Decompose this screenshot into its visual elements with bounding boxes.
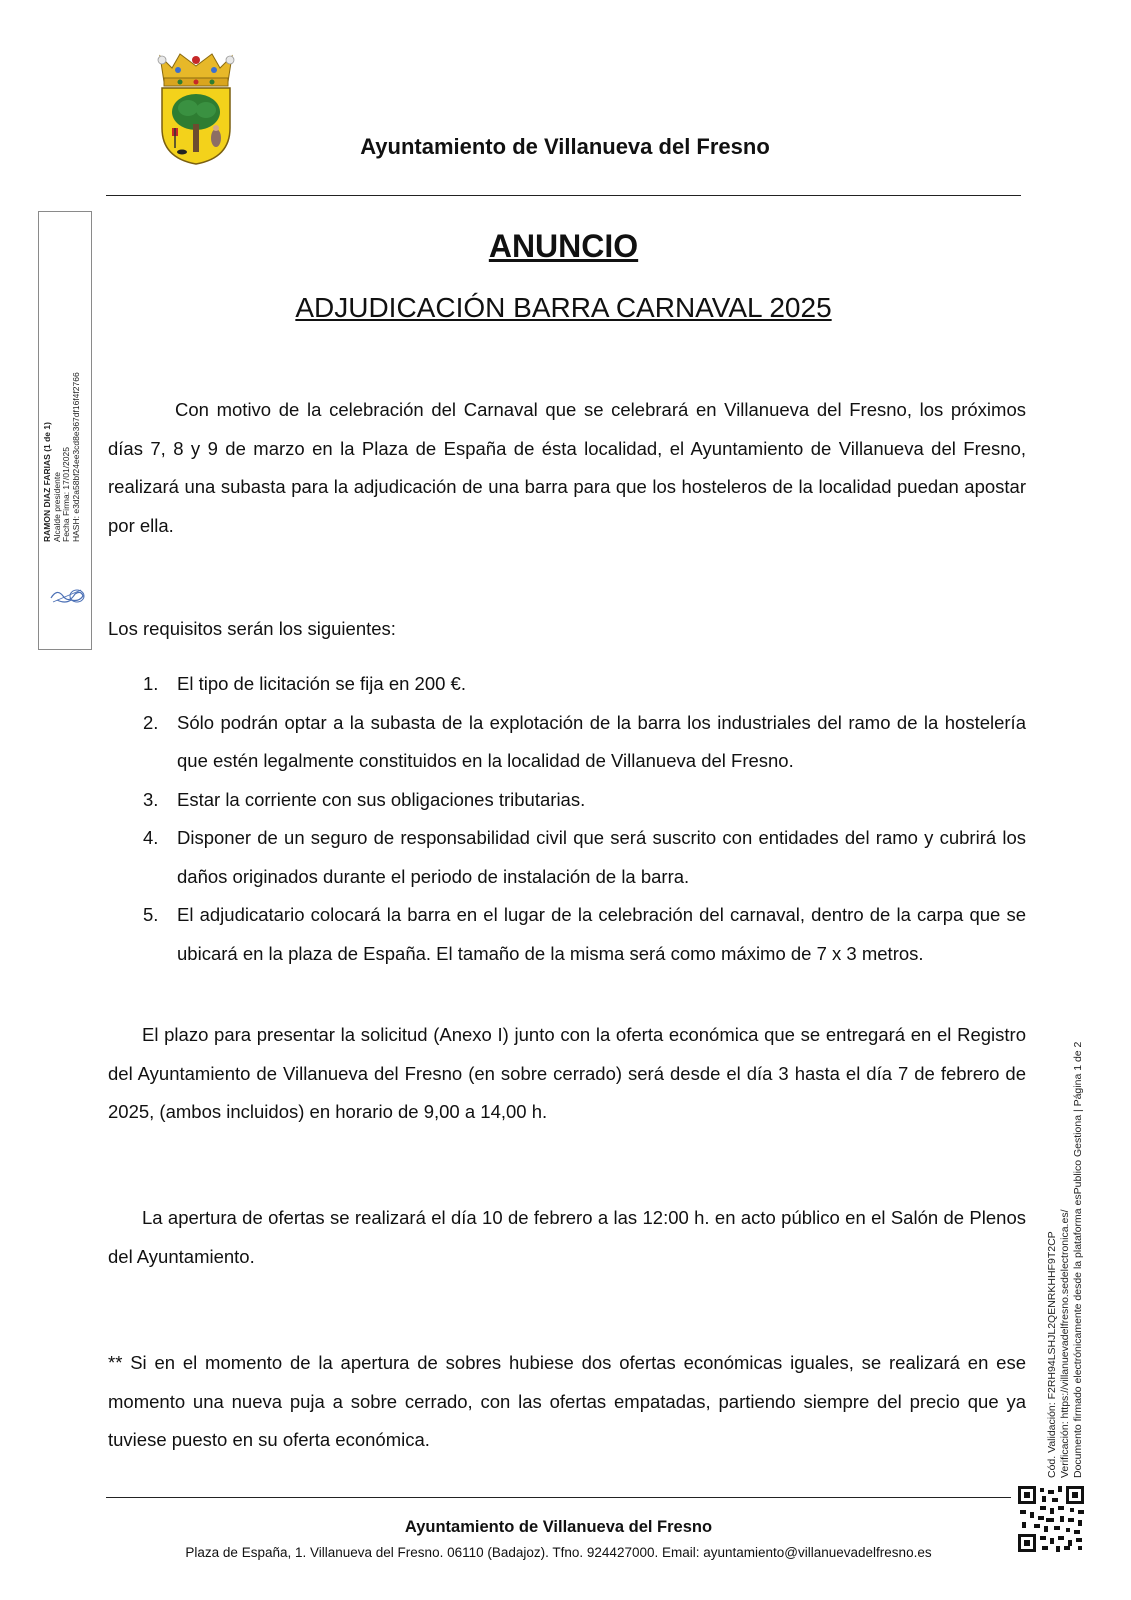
signature-hash: HASH: e3d2a58bf24ee3cd8e367df16f4f2766	[70, 372, 81, 542]
list-number: 2.	[143, 711, 159, 733]
signature-box	[38, 211, 92, 650]
intro-paragraph: Con motivo de la celebración del Carnaval que se celebrará en Villanueva del Fresno, los próximos días 7, 8 y 9 de marzo en la Plaza de España de ésta localidad, el Ayuntamiento de Villanueva del Fresno, realizará una subasta para la adjudicación de una barra para que los hosteleros de la localidad puedan apostar por ella.	[108, 399, 1026, 536]
signer-role: Alcalde presidente	[51, 472, 62, 542]
list-text: El tipo de licitación se fija en 200 €.	[177, 673, 466, 694]
list-item	[108, 665, 1026, 704]
header-divider	[106, 195, 1021, 196]
deadline-paragraph: El plazo para presentar la solicitud (Anexo I) junto con la oferta económica que se entregará en el Registro del Ayuntamiento de Villanueva del Fresno (en sobre cerrado) será desde el día 3 hasta el día 7 de febrero de 2025, (ambos incluidos) en horario de 9,00 a 14,00 h.	[108, 1024, 1026, 1122]
document-subtitle: ADJUDICACIÓN BARRA CARNAVAL 2025	[295, 292, 832, 323]
verification-url: Verificación: https://villanuevadelfresno.sedelectronica.es/	[1059, 1209, 1071, 1478]
document-title: ANUNCIO	[488, 228, 639, 264]
tie-note-paragraph: ** Si en el momento de la apertura de sobres hubiese dos ofertas económicas iguales, se realizará en ese momento una nueva puja a sobre cerrado, con las ofertas empatadas, partiendo siempre del precio que ya tuviese puesto en su oferta económica.	[108, 1352, 1026, 1450]
list-text: Disponer de un seguro de responsabilidad civil que será suscrito con entidades del ramo y cubrirá los daños originados durante el periodo de instalación de la barra.	[177, 827, 1026, 887]
qr-code-icon	[1018, 1486, 1084, 1552]
platform-notice: Documento firmado electrónicamente desde la plataforma esPublico Gestiona | Página 1 de 2	[1072, 1041, 1084, 1478]
list-number: 1.	[143, 673, 159, 694]
list-item	[108, 704, 1026, 781]
signer-name: RAMON DIAZ FARIAS (1 de 1)	[42, 422, 52, 542]
list-item	[108, 896, 1026, 973]
footer-address: Plaza de España, 1. Villanueva del Fresno. 06110 (Badajoz). Tfno. 924427000. Email: ayuntamiento@villanuevadelfresno.es	[185, 1545, 932, 1560]
list-number: 5.	[143, 904, 159, 925]
list-text: Estar la corriente con sus obligaciones tributarias.	[177, 788, 586, 810]
footer-divider	[106, 1497, 1011, 1498]
header-title: Ayuntamiento de Villanueva del Fresno	[360, 134, 770, 159]
signature-date: Fecha Firma: 17/01/2025	[61, 447, 71, 542]
signature-details	[43, 302, 97, 542]
list-number: 3.	[143, 788, 159, 810]
list-number: 4.	[143, 827, 159, 848]
list-item	[108, 781, 1026, 820]
list-item	[108, 819, 1026, 896]
coat-of-arms-icon	[150, 48, 242, 166]
list-text: Sólo podrán optar a la subasta de la explotación de la barra los industriales del ramo de la hostelería que estén legalmente constituidos en la localidad de Villanueva del Fresno.	[177, 711, 1026, 771]
validation-info	[1046, 998, 1090, 1478]
requirements-list	[108, 665, 1026, 973]
handwritten-signature-icon	[47, 580, 87, 610]
validation-code: Cód. Validación: F2RH94LSHJL2QENRKHHF9T2CP	[1046, 1231, 1058, 1478]
opening-paragraph: La apertura de ofertas se realizará el día 10 de febrero a las 12:00 h. en acto público en el Salón de Plenos del Ayuntamiento.	[108, 1207, 1026, 1267]
footer-title: Ayuntamiento de Villanueva del Fresno	[404, 1518, 713, 1536]
requirements-heading: Los requisitos serán los siguientes:	[108, 618, 396, 639]
list-text: El adjudicatario colocará la barra en el lugar de la celebración del carnaval, dentro de la carpa que se ubicará en la plaza de España. El tamaño de la misma será como máximo de 7 x 3 metros.	[177, 904, 1026, 964]
